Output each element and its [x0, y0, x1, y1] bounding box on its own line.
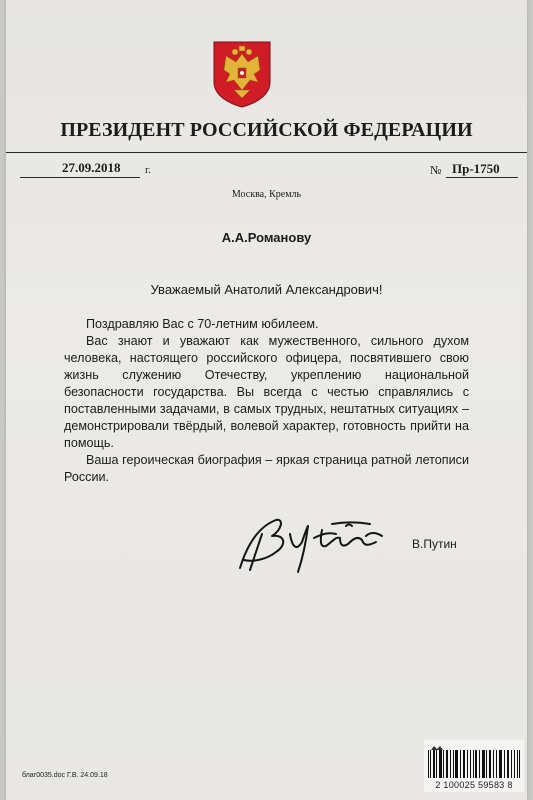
paragraph: Поздравляю Вас с 70-летним юбилеем.	[86, 317, 319, 331]
date-underline	[20, 177, 140, 178]
number-sign: №	[430, 163, 442, 177]
coat-of-arms-icon	[212, 40, 272, 108]
eagle-mark-icon	[430, 744, 444, 752]
header-rule	[6, 152, 527, 153]
paragraph: Ваша героическая биография – яркая страница ратной летописи России.	[64, 453, 469, 484]
page-title: ПРЕЗИДЕНТ РОССИЙСКОЙ ФЕДЕРАЦИИ	[60, 119, 473, 141]
file-reference: благ0035.doc Г.В. 24.09.18	[22, 772, 108, 779]
addressee: А.А.Романову	[221, 230, 312, 245]
document-date: 27.09.2018	[62, 160, 121, 175]
letter-body	[64, 316, 469, 486]
barcode-number: 2 100025 59583 8	[435, 780, 513, 790]
salutation: Уважаемый Анатолий Александрович!	[150, 282, 383, 297]
barcode-icon	[428, 750, 520, 778]
document-number: Пр-1750	[452, 161, 500, 176]
place-of-issue: Москва, Кремль	[231, 189, 302, 200]
date-suffix: г.	[145, 164, 152, 176]
paragraph: Вас знают и уважают как мужественного, сильного духом человека, настоящего российского офицера, посвятившего свою жизнь служению Отечеству, укреплению национальной безопасности государства. Вы всегда с честью справлялись с поставленными задачами, в самых трудных, нештатных ситуациях – демонстрировали твёрдый, волевой характер, готовность прийти на помощь.	[64, 334, 469, 450]
handwritten-signature	[236, 512, 396, 578]
number-underline	[446, 177, 518, 178]
signer-name: В.Путин	[412, 537, 457, 551]
